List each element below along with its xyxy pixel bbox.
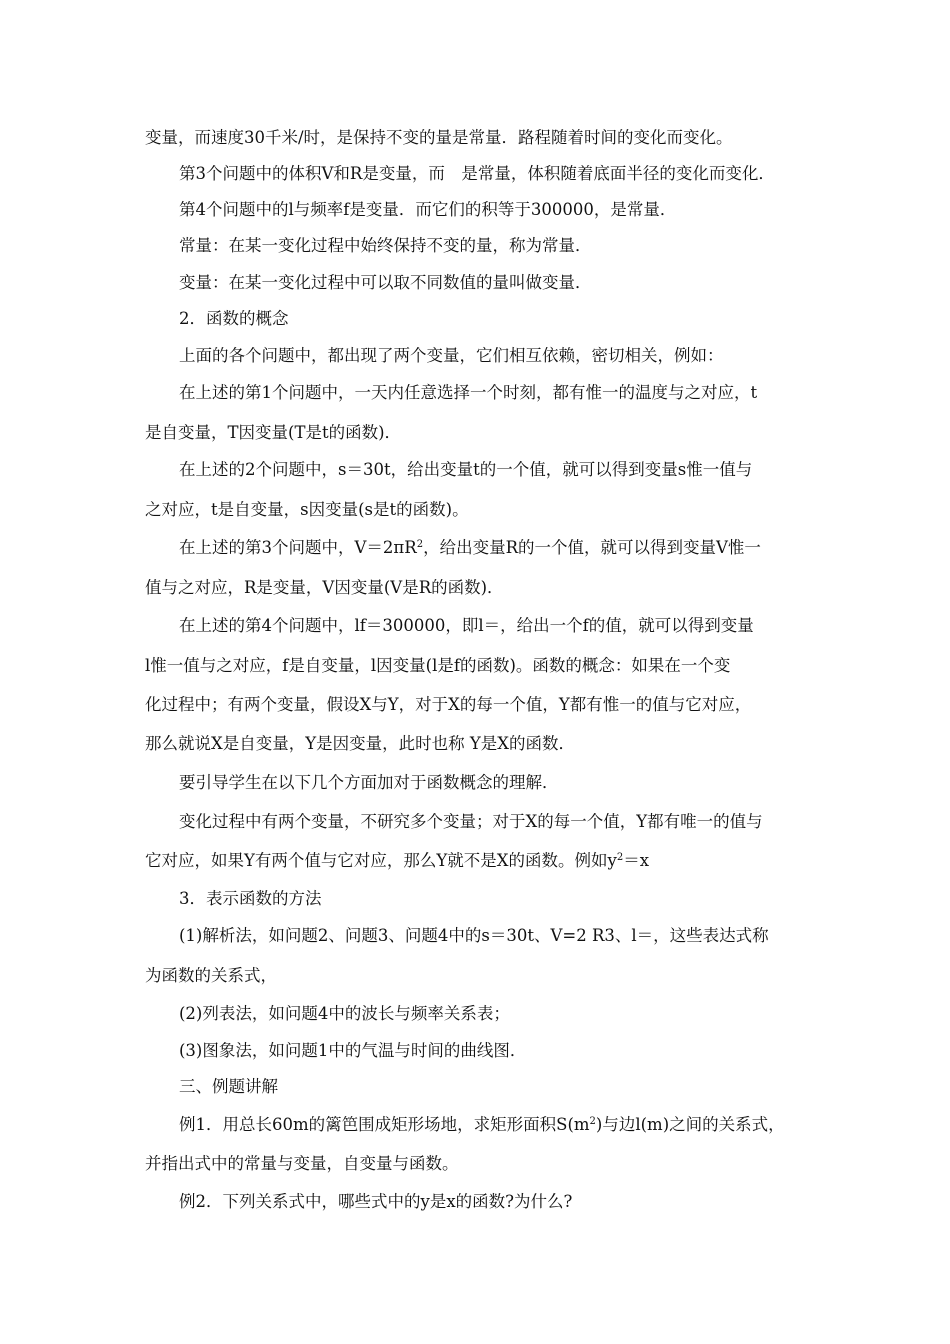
section-heading: 三、例题讲解 [179, 1077, 278, 1096]
paragraph-line: l惟一值与之对应，f是自变量，l因变量(l是f的函数)。函数的概念：如果在一个变 [145, 656, 731, 675]
paragraph-line: 第3个问题中的体积V和R是变量，而 是常量，体积随着底面半径的变化而变化． [179, 164, 775, 183]
paragraph-line: 之对应，t是自变量，s因变量(s是t的函数)。 [145, 500, 469, 519]
paragraph-line: 值与之对应，R是变量，V因变量(V是R的函数)． [145, 578, 504, 597]
paragraph-line: 化过程中；有两个变量，假设X与Y，对于X的每一个值，Y都有惟一的值与它对应， [145, 695, 752, 714]
paragraph-line: 是自变量，T因变量(T是t的函数)． [145, 423, 402, 442]
paragraph-line: 变化过程中有两个变量，不研究多个变量；对于X的每一个值，Y都有唯一的值与 [179, 812, 763, 831]
paragraph-line: 在上述的第1个问题中，一天内任意选择一个时刻，都有惟一的温度与之对应，t [179, 383, 758, 402]
paragraph-line: 第4个问题中的l与频率f是变量．而它们的积等于300000，是常量． [179, 200, 677, 219]
definition-constant: 常量：在某一变化过程中始终保持不变的量，称为常量． [179, 236, 592, 255]
superscript: 2 [416, 539, 424, 550]
section-heading: 3．表示函数的方法 [179, 889, 322, 908]
definition-variable: 变量：在某一变化过程中可以取不同数值的量叫做变量． [179, 273, 592, 292]
superscript: 2 [589, 1116, 596, 1127]
paragraph-line: 在上述的2个问题中，s＝30t，给出变量t的一个值，就可以得到变量s惟一值与 [179, 460, 753, 479]
paragraph-line: (3)图象法，如问题1中的气温与时间的曲线图． [179, 1041, 527, 1060]
paragraph-line: 变量，而速度30千米/时，是保持不变的量是常量．路程随着时间的变化而变化。 [145, 128, 733, 147]
paragraph-line: 并指出式中的常量与变量，自变量与函数。 [145, 1154, 459, 1173]
paragraph-line: (1)解析法，如问题2、问题3、问题4中的s＝30t、V=2 R3、l＝，这些表达式称 [179, 926, 769, 945]
example-2: 例2．下列关系式中，哪些式中的y是x的函数?为什么? [179, 1192, 573, 1211]
paragraph-line: 上面的各个问题中，都出现了两个变量，它们相互依赖，密切相关，例如： [179, 346, 724, 365]
example-1: 例1．用总长60m的篱笆围成矩形场地，求矩形面积$S(m^2)$与边l(m)之间的关系式， [179, 1115, 785, 1134]
paragraph-line: 为函数的关系式， [145, 966, 277, 985]
section-heading: 2．函数的概念 [179, 309, 289, 328]
paragraph-line: (2)列表法，如问题4中的波长与频率关系表； [179, 1004, 510, 1023]
paragraph-line: 那么就说X是自变量，Y是因变量，此时也称 Y是X的函数． [145, 734, 576, 753]
paragraph-line: 在上述的第3个问题中，$V=2\pi R^2$，给出变量R的一个值，就可以得到变量V惟一 [179, 538, 761, 557]
paragraph-line: 它对应，如果Y有两个值与它对应，那么Y就不是X的函数。例如$y^2=x$ [145, 851, 650, 870]
paragraph-line: 在上述的第4个问题中，lf＝300000，即l＝，给出一个f的值，就可以得到变量 [179, 616, 754, 635]
superscript: 2 [616, 852, 624, 863]
paragraph-line: 要引导学生在以下几个方面加对于函数概念的理解． [179, 773, 559, 792]
